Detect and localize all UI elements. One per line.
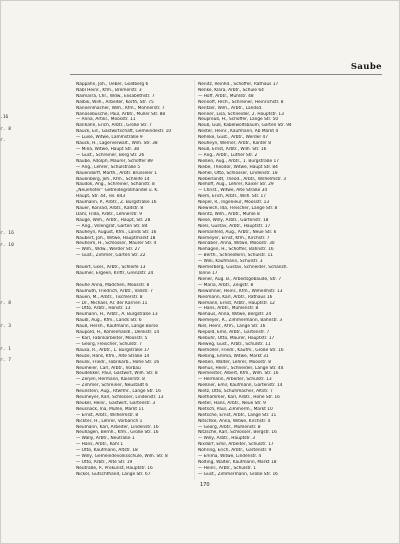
directory-entry: Neumeier, Carl, Arbtr., Vorbau (76, 365, 141, 371)
edge-fragment: r. 3 (0, 323, 12, 329)
edge-fragment (0, 193, 22, 205)
edge-fragment: r. 8 (0, 300, 12, 306)
directory-entry: Nauendorff, Marth., Arbtr. Brüsseler 1 (76, 170, 157, 176)
directory-entry: — Ang., Villengräf, Garten Str. 84 (76, 223, 148, 229)
directory-entry: Neuze, Hans, Kfm., Alte Straße 14 (76, 353, 150, 359)
directory-entry: Nießen, Walter, Lehrer, Moosstr. 8 (198, 359, 271, 365)
directory-entry: Nieweg, Gust., Arbtr., Schulstr. 11 (198, 341, 271, 347)
edge-fragment: r. 7 (0, 358, 12, 364)
edge-fragment (0, 263, 22, 275)
directory-entry: Nienaber, Anna, Witwe, Moosstr. 30 (198, 241, 275, 247)
directory-entry: Naumann, P., Arbtr., Z. Burgstraße 16 (76, 200, 157, 206)
directory-entry: — Hans, Arbtr., Mühlenstr. 8 (198, 306, 259, 312)
directory-entry: Neumann, Karl, Arbeiter, Lindenstr. 16 (76, 424, 159, 430)
directory-entry: Nabl Heinr., Kfm., Bremerstr. 3 (76, 87, 142, 93)
directory-entry: Niehaus, Anna, Witwe, Bergstr. 24 (198, 312, 272, 318)
directory-entry: Neumeyer, Karl, Schlosser, Lindenstr. 13 (76, 395, 164, 401)
directory-entry: Nappahn, Joh., Ueber, Goldberg 6 (76, 82, 149, 87)
directory-entry: — Maria, Arbtr., Zeigstr. 8 (198, 282, 254, 288)
directory-entry: Niemeister, Albert, Kfm., Wilh. Str. 16 (198, 371, 279, 377)
directory-entry: Naubert, Joh., Witwe, Hauptmarkt 18 (76, 235, 156, 241)
directory-entry: — Otto, Arbtr., Alte Str. 19 (76, 460, 133, 465)
directory-entry: Nießing, Emma, Witwe, Markt 31 (198, 353, 269, 359)
directory-entry: Nanosebusche, Paul, Arbtr., Müller Str. 88 (76, 111, 166, 117)
directory-entry: Nenke, Klara, Arbtr., Schule 64 (198, 87, 264, 93)
directory-entry: Neuheim, H., Schlosser, Maurer Str. 4 (76, 241, 157, 247)
directory-entry: Nausa, R., Arbtr., L. Burgstraße 17 (76, 347, 150, 353)
directory-entry: — Karl, Fabrikarbeiter, Moosstr. 5 (76, 335, 148, 341)
directory-entry: — Christ., Witwe, Alte Straße 34 (198, 188, 268, 194)
directory-entry: Nauenberg, Joh., Kfm., Schleife 14 (76, 176, 150, 182)
right-column-entries (198, 82, 316, 478)
directory-entry: — Willy, Arbtr., Hauptstr. 3 (198, 436, 256, 442)
directory-entry: Nalbik, Wilh., Arbeiter, Korth, Str. 75 (76, 99, 154, 105)
directory-entry: Nauck, Ed., Gastwirtschaft, Gemeindestr. 10 (76, 129, 172, 135)
directory-entry: — Willi, Kaufmann, Schulstr. 3 (198, 259, 263, 265)
directory-entry: Nickter, H., Lehrer, Vorbarich 1 (76, 418, 143, 424)
edge-fragment (0, 205, 22, 217)
directory-entry: Naube, Adolph, Maurer, Schöffer 89 (76, 158, 153, 164)
edge-fragment: .16 (0, 115, 9, 120)
directory-entry: Nehnke, Gust., Arbtr., Werder 47 (198, 135, 268, 141)
directory-entry: Niehus, Heinr., Schneider, Lange Str. 44 (198, 365, 284, 371)
directory-entry: Niehel, Otto, Schlosser, Lindenstr. 18 (198, 170, 278, 176)
directory-entry: Niemeyer, R., Zimmermann, Bahnstr. 3 (198, 318, 283, 324)
edge-fragment: r. 8 (0, 126, 12, 132)
directory-entry: — Luise, Witwe, Lammstraße 9 (76, 135, 143, 141)
directory-entry: — Wally, Arbtr., Neutraße 1 (76, 436, 135, 442)
directory-entry: — Zerjen, Hermann, Kaiserstr. 8 (76, 377, 145, 383)
edge-fragment (0, 251, 22, 263)
directory-entry: Neutraße, P., Prokurist, Hauptstr. 16 (76, 465, 153, 471)
directory-entry: Nöhring, Erich, Arbtr., Gartenstr. 9 (198, 448, 272, 454)
directory-entry: Nauen, M., Arbtr., Tischlerstr. 8 (76, 294, 143, 300)
directory-entry: — Zimmer, Schreiner, Neustadt 6 (76, 383, 149, 389)
directory-entry: Neuß, Guß, Kabelwolfsbaum, Garten Str. 94 (198, 123, 292, 129)
directory-entry: Niethammer, Karl, Arbtr., Hohe Str. 16 (198, 395, 280, 401)
left-column-entries (76, 82, 190, 478)
directory-entry: — Anna, Artikl., Moosstr. 11 (76, 117, 136, 123)
directory-entry: — Mina, Witwe, Haupt Str. 38 (76, 146, 139, 152)
running-header: Saube (350, 62, 382, 72)
directory-entry: Niebe, Theodor, Witwe, Haupt Str. 84 (198, 164, 278, 170)
directory-entry: Niebuhr, Otto, Maurer, Hauptstr. 17 (198, 335, 275, 341)
directory-entry: Niehagen, H., Schöffer, Bahnstr. 16 (198, 247, 274, 253)
edge-fragment (0, 182, 22, 194)
edge-fragment (0, 286, 22, 298)
directory-entry: Nanhahn, Erich, Arbtr., Große Str. 7 (76, 123, 152, 129)
directory-entry: Niemerberg, Gustav, Schneider, Schanzh. (198, 265, 288, 271)
directory-entry: Niehoff, Aug., Lehrer, Kaiser Str. 29 (198, 182, 274, 188)
directory-entry: Niel, Heinr., Kfm., Lange Str. 16 (198, 324, 266, 330)
directory-entry: Nitschke, Anna, Witwe, Kirchstr. 4 (198, 418, 271, 424)
edge-fragment (0, 170, 22, 182)
directory-entry: Nannenmacher, Wilh., Kfm., Mohnerstr. 7 (76, 105, 165, 111)
directory-entry: Nitzsche, Karl, Schlosser, Bergstr. 16 (198, 430, 277, 436)
directory-entry: Nenner, Lisa, Schneider, 2. Hauptstr. 13 (198, 111, 284, 117)
directory-entry: Niemeyer, Ernst, Kfm., Kirchstr. 7 (198, 235, 270, 241)
directory-entry: — Ang., Lehrer, Schulstraße 5 (76, 164, 141, 170)
directory-entry: Tonne 17 (198, 271, 218, 276)
directory-entry: Nietsch, Paul, Zimmerm., Markt 10 (198, 406, 273, 412)
directory-entry: Naudok, Ang., Schreiner, Schanstr. 8 (76, 182, 155, 188)
directory-entry: — Wilh., Wdw., Werder Str. 27 (76, 247, 141, 253)
edge-fragment: r. 1 (0, 346, 12, 352)
page-number: 170 (200, 482, 210, 488)
directory-entry: Niemöller, Friedr., Kaufm., Große Str. 16 (198, 347, 284, 353)
directory-entry: — Georg, Arbtr., Mühlenstr. 8 (198, 424, 261, 430)
directory-entry: Niese, Willy, Arbtr., Gartenstr. 18 (198, 217, 269, 223)
directory-entry: Neunk, Friedr., Fabrikarb., Hohe Str. 16 (76, 359, 160, 365)
directory-entry: Dahl, Frida, Arbtr., Lehnerstr. 9 (76, 211, 142, 217)
directory-entry: — Otto, Arbtr., Hanstr. 13 (76, 306, 131, 312)
directory-entry: Nießner, Emil, Kaufmann, Gartenstr. 14 (198, 383, 283, 389)
directory-entry: Neudekker, Paul, Gastwirt, Wilh. Str. 8 (76, 371, 158, 377)
edge-fragment (0, 332, 22, 344)
directory-entry: Niels, Gustav, Arbtr., Hauptstr. 17 (198, 223, 271, 229)
directory-entry: Nieberlandt, Theod., Arbtr., Wilhelmstr. 3 (198, 176, 286, 182)
directory-entry: „Neunhöfer” Getreidegroßhandel u. K. (76, 188, 159, 194)
directory-entry: Nester, Heinr., Kaufmann, Ab Markt 4 (198, 129, 279, 135)
directory-entry: Niepold, Emil, Arbtr., Gartenstr. 7 (198, 330, 270, 336)
directory-entry: — Otto, Kaufmann, Altstr. 18 (76, 448, 138, 454)
directory-entry: Naumuth, Friedrich, Arbtr., Vallstr. 7 (76, 288, 153, 294)
directory-entry: — Hans, Arbtr., Köhl 1 (76, 442, 124, 448)
directory-entry: Niemanfeld, Aug., Arbtr., Neue Str. 6 (198, 229, 277, 235)
directory-entry: Nenitz, Reinhd., Schöffer, Rathaus 17 (198, 82, 279, 87)
directory-entry: Neumann, H., Arbtr., A. Burgstraße 13 (76, 312, 158, 318)
directory-entry: Nietsche, Ernst, Arbtr., Lange Str. 11 (198, 412, 277, 418)
directory-entry: — Ang., Arbtr., Luther Str. 2 (198, 152, 258, 158)
edge-fragment (0, 309, 22, 321)
directory-entry: Nauheyn, August, Kfm., Lands Str. 16 (76, 229, 157, 235)
directory-entry: Niepel, R., Ingenieur, Moosstr. 13 (198, 200, 270, 206)
edge-fragment: r. (0, 138, 6, 144)
directory-entry: Nauß, Hersh., Kaufmann, Lange Börse (76, 324, 159, 330)
directory-entry: Nölting, Walter, Kaufmann, Markt 18 (198, 460, 277, 465)
header-rule (70, 74, 382, 75)
directory-entry: Nauck, H., Lagerverwalt., Wilh. Str. 38 (76, 141, 158, 147)
left-page-edge-fragments (0, 112, 22, 367)
directory-entry: Nickel, Gutschthand, Lange Str. 67 (76, 471, 151, 477)
directory-entry: Neuhagen, Bernh., Kfm., Große Str. 16 (76, 430, 159, 436)
directory-entry: Nauge, Wilh., Arbtr., Haupt, Str. 28 (76, 217, 151, 223)
edge-fragment (0, 147, 22, 159)
directory-entry: Nießen, Aug., Arbtr., 1. Burgstraße 17 (198, 158, 279, 164)
directory-entry: Nennoff, Hrch., Schreiner, Heinrichstr. 8 (198, 99, 284, 105)
directory-entry: Nietz, Otto, Schuhmacher, Altstr. 7 (198, 389, 273, 395)
edge-fragment: r. 16 (0, 230, 14, 236)
directory-entry: Nieter, Hans, Arbtr., Neue Str. 9 (198, 400, 266, 406)
directory-entry: — Emma, Witwe, Lindenstr. 4 (198, 454, 262, 460)
column-divider (194, 80, 195, 480)
directory-entry: Neuert, Gsel., Arbtr., Schleife 13 (76, 265, 146, 271)
directory-entry: Neuheyn, Werner, Arbtr., Kanter 8 (198, 141, 272, 147)
edge-fragment (0, 274, 22, 286)
directory-entry: Naußl, Aug., Kfm., Lands Str. 6 (76, 318, 142, 324)
directory-entry: Niem, Erich, Arbtr., Wilh. Str. 17 (198, 194, 267, 200)
directory-entry: — Berth., Schneiderin, Schulstr. 11 (198, 253, 273, 259)
directory-entry: — Willy, Gemeindevolksschule, Wilh. Str. 8 (76, 454, 168, 460)
directory-entry: Niesmann, Karl, Arbtr., Rathaus 16 (198, 294, 273, 300)
directory-entry: — Gust., Zimmermann, Große Str. 16 (198, 471, 278, 477)
directory-entry: — Ernst, Arbtr., Wilhelmstr. 8 (76, 412, 139, 418)
edge-fragment: r. 10 (0, 242, 14, 248)
directory-entry: Nieritz, Wilh., Arbtr., Mühle 8 (198, 211, 260, 217)
directory-entry: Neuß, Ernst, Arbtr., Wilh. Str. 16 (198, 146, 267, 152)
directory-entry: Niewöhner, Heinr., Kfm., Wilhelmstr. 13 (198, 288, 283, 294)
directory-entry: Haupt, Str. 44, Tel. 843 (76, 194, 126, 200)
directory-entry: — Hermann, Arbeiter, Schulstr. 13 (198, 377, 272, 383)
directory-entry: — Heinr., Arbtr., Schulstr. 1 (198, 465, 257, 471)
directory-entry: Niener, Aug. B., Arbeitsgebäude, Str. 7 (198, 276, 282, 282)
directory-entry: — Dr., Michael, Ar. der Karrien 11 (76, 300, 148, 306)
directory-entry: Naumer, Ergeen, Kriftr, Grenzstr. 24 (76, 271, 154, 276)
directory-entry: Neunstein, Aug., Rtwfmr., Lange Str. 16 (76, 389, 161, 395)
edge-fragment (0, 158, 22, 170)
directory-entry: — Hoff, Arbtr., Mühlstr. 48 (198, 93, 254, 99)
directory-entry: Naimarra, Chr., Wdw., Elisabethstr. 7 (76, 93, 155, 99)
directory-entry: Nentzer, Wilh., Arbtr., Landsd. (198, 105, 263, 111)
directory-entry: Naupold, H., Kohlenhändl., Denkstr. 14 (76, 330, 160, 336)
directory-entry: — Gust., Schreiner, Berg Str. 26 (76, 152, 145, 158)
directory-entry: Nauer, Konrad, Arbtr., Kaltstr. 8 (76, 206, 144, 212)
directory-entry: Neukel, Heinr., Gastwirt, Gartenstr. 3 (76, 400, 156, 406)
directory-entry: — Georg, Fleischer, Schulstr. 7 (76, 341, 142, 347)
directory-entry: — Gust., Zimmer, Garten Str. 22 (76, 253, 146, 259)
directory-entry: Neuhe Anna, Mädchen, Moosstr. 8 (76, 282, 150, 288)
directory-entry: Niewiech, Ida, Fleischer, Lange Str. 8 (198, 206, 278, 212)
directory-entry: Nixdorf, Emil, Arbeiter, Schulstr. 17 (198, 442, 274, 448)
directory-entry: Neusnack, Ina, Mühle, Markt 11 (76, 406, 144, 412)
directory-entry: Neupreuß, H., Schöffer, Lange Str. 50 (198, 117, 279, 123)
edge-fragment (0, 216, 22, 228)
directory-entry: Niemann, Ernst, Arbtr., Hauptstr. 12 (198, 300, 275, 306)
